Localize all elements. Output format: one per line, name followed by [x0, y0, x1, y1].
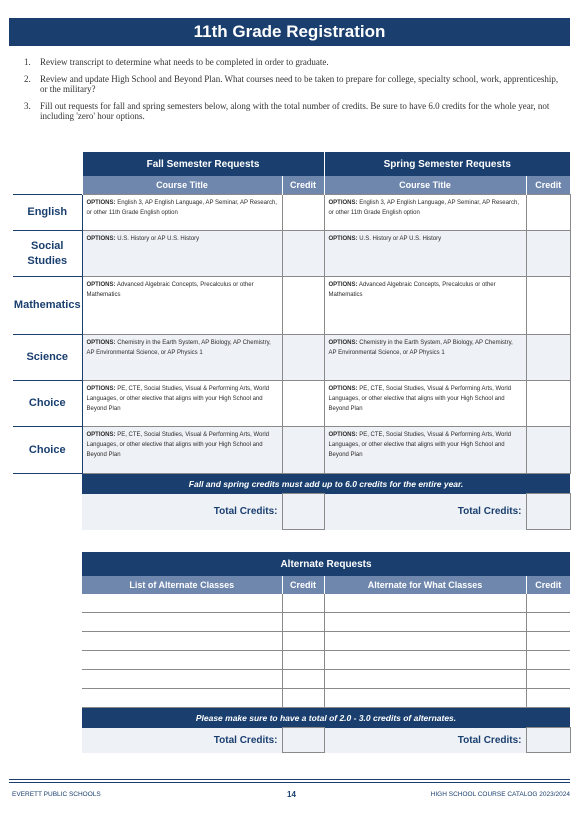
alternate-for-cell[interactable]	[324, 632, 526, 651]
table-row	[82, 651, 570, 670]
spring-semester-header: Spring Semester Requests	[324, 152, 570, 176]
alternate-class-cell[interactable]	[82, 594, 282, 613]
alternate-class-cell[interactable]	[82, 651, 282, 670]
subject-label: Mathematics	[13, 277, 82, 335]
course-options: English 3, AP English Language, AP Seminar, AP Research, or other 11th Grade English option	[86, 200, 277, 216]
alternate-for-credit-cell[interactable]	[526, 613, 570, 632]
spring-credit-cell[interactable]	[526, 335, 570, 381]
instruction-text: Review transcript to determine what needs to be completed in order to graduate.	[40, 57, 329, 67]
instruction-text: Review and update High School and Beyond Plan. What courses need to be taken to prepare for college, specialty school, work, apprenticeship, or the military?	[40, 73, 559, 94]
credits-note: Fall and spring credits must add up to 6.0 credits for the entire year.	[82, 474, 570, 494]
table-row	[82, 613, 570, 632]
alternate-credit-cell[interactable]	[282, 651, 324, 670]
table-row	[82, 670, 570, 689]
options-label: OPTIONS:	[86, 282, 116, 288]
fall-course-cell[interactable]	[82, 381, 282, 427]
alternate-classes-header: List of Alternate Classes	[82, 576, 282, 594]
options-label: OPTIONS:	[328, 386, 358, 392]
fall-credit-cell[interactable]	[282, 427, 324, 474]
alternate-for-credit-cell[interactable]	[526, 594, 570, 613]
spring-credit-cell[interactable]	[526, 277, 570, 335]
course-options: PE, CTE, Social Studies, Visual & Performing Arts, World Languages, or other elective that aligns with your High School and Beyond Plan	[328, 432, 512, 458]
instruction-number: 2.	[24, 73, 31, 84]
instructions-list	[24, 57, 559, 128]
course-options: PE, CTE, Social Studies, Visual & Performing Arts, World Languages, or other elective that aligns with your High School and Beyond Plan	[328, 386, 512, 412]
spring-total-credits-label: Total Credits:	[324, 494, 526, 530]
fall-semester-header: Fall Semester Requests	[82, 152, 324, 176]
fall-credit-cell[interactable]	[282, 231, 324, 277]
spring-total-credits-field[interactable]	[526, 494, 570, 530]
table-row	[13, 195, 570, 231]
alternate-for-header: Alternate for What Classes	[324, 576, 526, 594]
subject-label: Choice	[13, 427, 82, 474]
spring-course-title-header: Course Title	[324, 176, 526, 195]
fall-course-cell[interactable]	[82, 335, 282, 381]
subject-label: Social Studies	[13, 231, 82, 277]
options-label: OPTIONS:	[328, 432, 358, 438]
alternate-class-cell[interactable]	[82, 632, 282, 651]
table-row	[82, 689, 570, 708]
alternate-requests-header: Alternate Requests	[82, 552, 570, 576]
fall-course-title-header: Course Title	[82, 176, 282, 195]
options-label: OPTIONS:	[86, 200, 116, 206]
course-options: PE, CTE, Social Studies, Visual & Performing Arts, World Languages, or other elective that aligns with your High School and Beyond Plan	[86, 386, 270, 412]
fall-total-credits-label: Total Credits:	[82, 494, 282, 530]
options-label: OPTIONS:	[328, 200, 358, 206]
course-options: PE, CTE, Social Studies, Visual & Performing Arts, World Languages, or other elective that aligns with your High School and Beyond Plan	[86, 432, 270, 458]
alternate-requests-table	[82, 552, 571, 753]
alternate-for-credit-cell[interactable]	[526, 670, 570, 689]
alternate-for-cell[interactable]	[324, 613, 526, 632]
course-options: English 3, AP English Language, AP Seminar, AP Research, or other 11th Grade English option	[328, 200, 519, 216]
alternate-for-cell[interactable]	[324, 651, 526, 670]
spring-course-cell[interactable]	[324, 381, 526, 427]
fall-credit-cell[interactable]	[282, 381, 324, 427]
instruction-number: 3.	[24, 100, 31, 111]
table-row	[13, 231, 570, 277]
instruction-text: Fill out requests for fall and spring semesters below, along with the total number of credits. Be sure to have 6.0 credits for the whole year, not including 'zero' hour options.	[40, 100, 550, 121]
alternate-for-cell[interactable]	[324, 670, 526, 689]
table-row	[13, 381, 570, 427]
fall-total-credits-field[interactable]	[282, 494, 324, 530]
options-label: OPTIONS:	[328, 340, 358, 346]
alternate-for-credit-cell[interactable]	[526, 651, 570, 670]
course-options: Advanced Algebraic Concepts, Precalculus or other Mathematics	[86, 282, 254, 298]
alternate-credit-cell[interactable]	[282, 689, 324, 708]
fall-course-cell[interactable]	[82, 277, 282, 335]
fall-credit-cell[interactable]	[282, 335, 324, 381]
spring-credit-cell[interactable]	[526, 381, 570, 427]
table-row	[13, 427, 570, 474]
alternate-credit-header: Credit	[282, 576, 324, 594]
alternate-for-credit-cell[interactable]	[526, 689, 570, 708]
alternate-class-cell[interactable]	[82, 670, 282, 689]
fall-credit-cell[interactable]	[282, 195, 324, 231]
page-number: 14	[287, 790, 296, 799]
footer-district: EVERETT PUBLIC SCHOOLS	[12, 791, 101, 798]
spring-credit-cell[interactable]	[526, 427, 570, 474]
subject-label: English	[13, 195, 82, 231]
spring-credit-cell[interactable]	[526, 195, 570, 231]
spring-credit-header: Credit	[526, 176, 570, 195]
footer-divider	[9, 779, 570, 780]
fall-credit-header: Credit	[282, 176, 324, 195]
footer-divider	[9, 782, 570, 783]
page-title: 11th Grade Registration	[9, 18, 570, 46]
instruction-item	[24, 57, 559, 68]
alternate-class-cell[interactable]	[82, 613, 282, 632]
alternate-for-total-credits-label: Total Credits:	[324, 728, 526, 753]
options-label: OPTIONS:	[86, 386, 116, 392]
subject-label: Choice	[13, 381, 82, 427]
alternate-for-credit-cell[interactable]	[526, 632, 570, 651]
alternate-for-cell[interactable]	[324, 689, 526, 708]
table-row	[13, 335, 570, 381]
options-label: OPTIONS:	[86, 236, 116, 242]
fall-course-cell[interactable]	[82, 231, 282, 277]
course-options: Advanced Algebraic Concepts, Precalculus or other Mathematics	[328, 282, 496, 298]
spring-course-cell[interactable]	[324, 427, 526, 474]
instruction-number: 1.	[24, 57, 31, 67]
options-label: OPTIONS:	[328, 282, 358, 288]
alternate-for-credit-header: Credit	[526, 576, 570, 594]
options-label: OPTIONS:	[86, 432, 116, 438]
course-options: Chemistry in the Earth System, AP Biology, AP Chemistry, AP Environmental Science, or AP Physics 1	[328, 340, 513, 356]
alternate-credit-cell[interactable]	[282, 670, 324, 689]
spring-credit-cell[interactable]	[526, 231, 570, 277]
spring-course-cell[interactable]	[324, 231, 526, 277]
table-row	[82, 594, 570, 613]
course-options: Chemistry in the Earth System, AP Biology, AP Chemistry, AP Environmental Science, or AP Physics 1	[86, 340, 271, 356]
instruction-item	[24, 74, 559, 95]
options-label: OPTIONS:	[328, 236, 358, 242]
fall-course-cell[interactable]	[82, 195, 282, 231]
instruction-item	[24, 101, 559, 122]
options-label: OPTIONS:	[86, 340, 116, 346]
footer-catalog-title: HIGH SCHOOL COURSE CATALOG 2023/2024	[430, 791, 570, 798]
table-row	[82, 632, 570, 651]
course-options: U.S. History or AP U.S. History	[117, 236, 200, 242]
alternate-for-cell[interactable]	[324, 594, 526, 613]
spring-course-cell[interactable]	[324, 195, 526, 231]
fall-course-cell[interactable]	[82, 427, 282, 474]
alternate-for-total-credits-field[interactable]	[526, 728, 570, 753]
alternate-credit-cell[interactable]	[282, 613, 324, 632]
alternate-class-cell[interactable]	[82, 689, 282, 708]
alternate-credit-cell[interactable]	[282, 632, 324, 651]
fall-credit-cell[interactable]	[282, 277, 324, 335]
alternate-total-credits-field[interactable]	[282, 728, 324, 753]
semester-requests-table	[13, 152, 571, 530]
alternates-note: Please make sure to have a total of 2.0 - 3.0 credits of alternates.	[82, 708, 570, 728]
course-options: U.S. History or AP U.S. History	[359, 236, 442, 242]
spring-course-cell[interactable]	[324, 335, 526, 381]
subject-label: Science	[13, 335, 82, 381]
alternate-credit-cell[interactable]	[282, 594, 324, 613]
table-row	[13, 277, 570, 335]
alternate-total-credits-label: Total Credits:	[82, 728, 282, 753]
spring-course-cell[interactable]	[324, 277, 526, 335]
